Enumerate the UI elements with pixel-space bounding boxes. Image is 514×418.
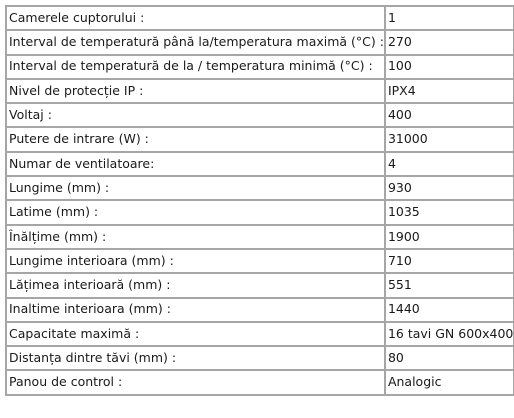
table-row bbox=[7, 274, 513, 296]
spec-value: 551 bbox=[386, 274, 513, 296]
table-row bbox=[7, 104, 513, 126]
spec-value: 930 bbox=[386, 177, 513, 199]
spec-value: 4 bbox=[386, 153, 513, 175]
spec-label: Inaltime interioara (mm) : bbox=[7, 299, 384, 321]
spec-value: 400 bbox=[386, 104, 513, 126]
spec-label: Lungime interioara (mm) : bbox=[7, 250, 384, 272]
spec-value: 16 tavi GN 600x400 bbox=[386, 323, 513, 345]
spec-value: 1 bbox=[386, 7, 513, 29]
table-row bbox=[7, 56, 513, 78]
spec-value: Analogic bbox=[386, 371, 513, 393]
spec-label: Camerele cuptorului : bbox=[7, 7, 384, 29]
spec-label: Nivel de protecție IP : bbox=[7, 80, 384, 102]
specifications-table-body bbox=[7, 7, 513, 394]
spec-value: IPX4 bbox=[386, 80, 513, 102]
table-row bbox=[7, 177, 513, 199]
table-row bbox=[7, 226, 513, 248]
spec-value: 31000 bbox=[386, 128, 513, 150]
spec-label: Lungime (mm) : bbox=[7, 177, 384, 199]
spec-label: Putere de intrare (W) : bbox=[7, 128, 384, 150]
spec-value: 270 bbox=[386, 31, 513, 53]
table-row bbox=[7, 299, 513, 321]
spec-value: 1900 bbox=[386, 226, 513, 248]
table-row bbox=[7, 250, 513, 272]
table-row bbox=[7, 80, 513, 102]
spec-label: Interval de temperatură de la / temperatura minimă (°C) : bbox=[7, 56, 384, 78]
table-row bbox=[7, 323, 513, 345]
table-row bbox=[7, 347, 513, 369]
spec-value: 100 bbox=[386, 56, 513, 78]
table-row bbox=[7, 153, 513, 175]
spec-label: Numar de ventilatoare: bbox=[7, 153, 384, 175]
spec-label: Capacitate maximă : bbox=[7, 323, 384, 345]
spec-value: 1035 bbox=[386, 201, 513, 223]
specifications-table bbox=[5, 5, 514, 396]
table-row bbox=[7, 371, 513, 393]
spec-label: Lățimea interioară (mm) : bbox=[7, 274, 384, 296]
spec-value: 1440 bbox=[386, 299, 513, 321]
spec-label: Voltaj : bbox=[7, 104, 384, 126]
spec-label: Distanța dintre tăvi (mm) : bbox=[7, 347, 384, 369]
table-row bbox=[7, 31, 513, 53]
spec-value: 80 bbox=[386, 347, 513, 369]
table-row bbox=[7, 7, 513, 29]
table-row bbox=[7, 128, 513, 150]
spec-label: Interval de temperatură până la/temperatura maximă (°C) : bbox=[7, 31, 384, 53]
spec-label: Latime (mm) : bbox=[7, 201, 384, 223]
spec-value: 710 bbox=[386, 250, 513, 272]
table-row bbox=[7, 201, 513, 223]
spec-label: Panou de control : bbox=[7, 371, 384, 393]
spec-label: Înălțime (mm) : bbox=[7, 226, 384, 248]
